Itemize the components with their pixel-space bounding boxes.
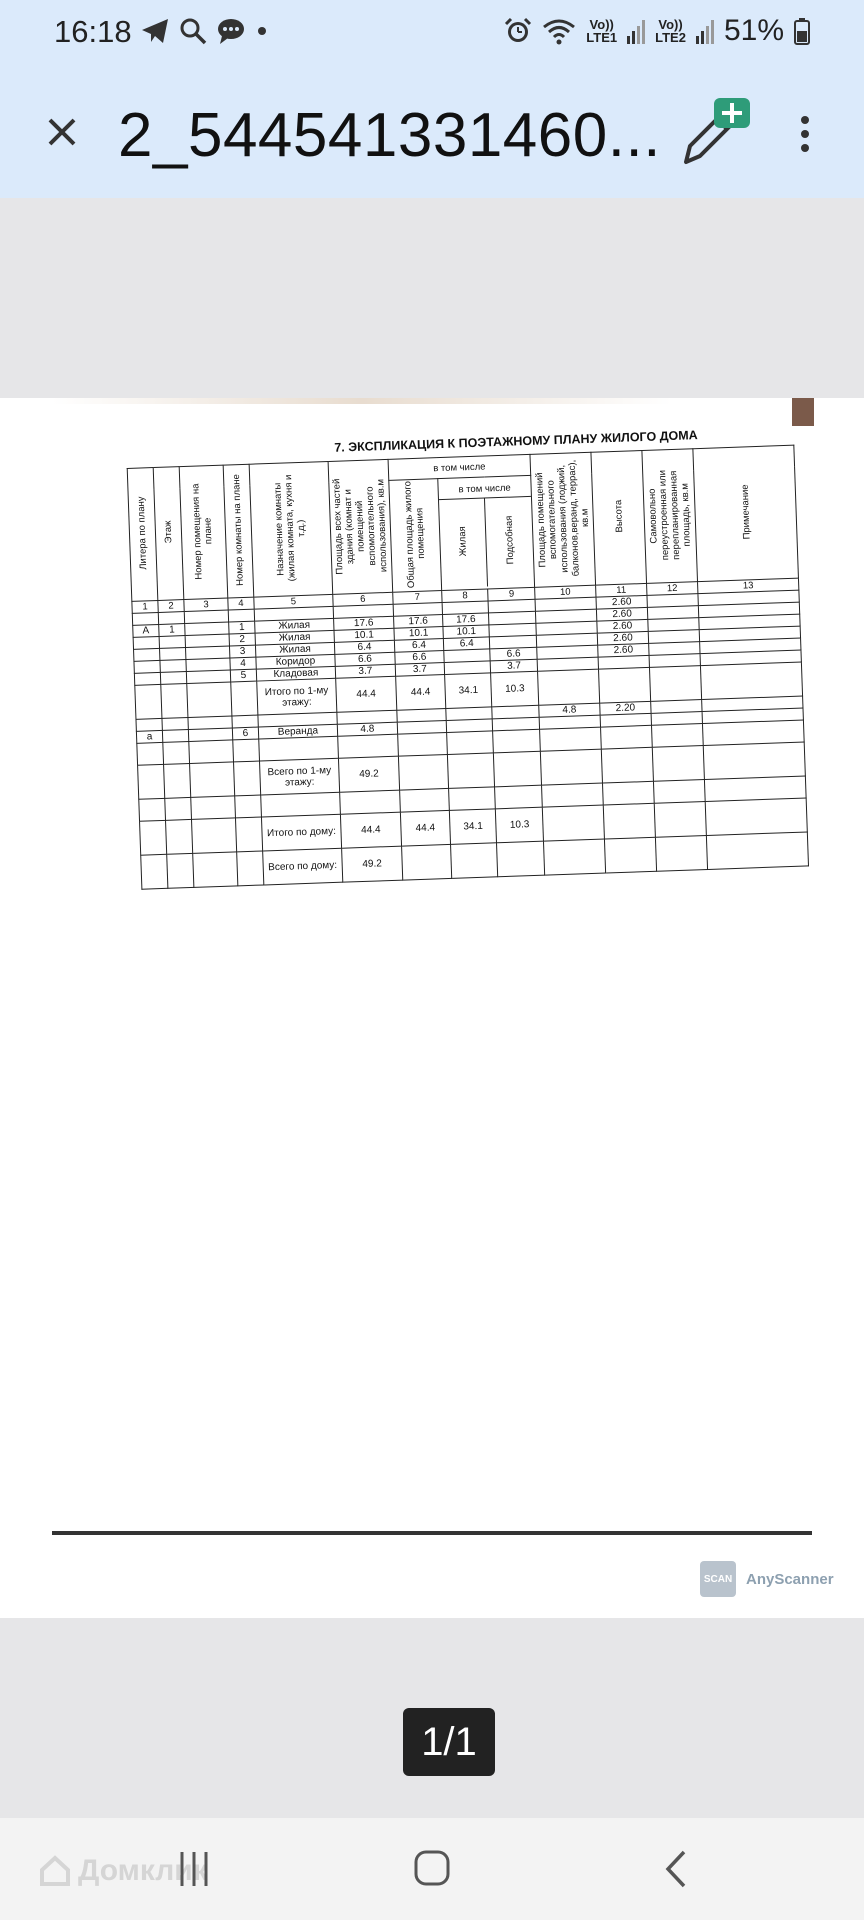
more-menu-button[interactable] [788,106,822,162]
dot-icon [254,23,270,39]
header-cell: Площадь помещений вспомогательного использования (лоджий, балконов,веранд, террас), кв.м [530,452,596,587]
subtotal-floor-row: Итого по 1-му этажу: 44.4 44.4 34.1 10.3 [135,662,803,719]
close-button[interactable] [34,104,90,160]
recent-apps-button[interactable] [174,1846,214,1892]
status-left-icons [140,16,270,46]
back-button[interactable] [656,1846,696,1892]
status-right-icons [504,14,810,48]
table-row: 2 Жилая 10.1 10.1 10.1 2.60 [133,614,800,649]
sheet-title: 7. ЭКСПЛИКАЦИЯ К ПОЭТАЖНОМУ ПЛАНУ ЖИЛОГО ДОМА [334,428,698,455]
status-bar [0,0,864,66]
header-cell: Этаж [153,467,184,601]
header-cell: Назначение комнаты (жилая комната, кухня и т.д.) [249,461,333,597]
header-cell: Самовольно переустроенная или перепланированная площадь, кв.м [642,449,698,584]
edit-button[interactable] [676,84,752,180]
table-row: 5 Кладовая 3.7 3.7 3.7 [134,650,801,685]
anyscanner-logo: SCAN [700,1561,736,1597]
document-page [0,398,864,1618]
total-floor-row: Всего по 1-му этажу: 49.2 [138,742,806,799]
explication-sheet [126,424,831,890]
header-cell: Общая площадь жилого помещения [389,479,442,593]
wifi-icon [542,17,576,45]
header-cell: в том числе Жилая Подсобная [438,475,535,590]
brand-watermark: Домклик [38,1854,208,1888]
alarm-icon [504,17,532,45]
column-number-row: 1 2 3 4 5 6 7 8 9 10 11 12 13 [132,578,799,613]
home-icon [412,1848,452,1888]
header-cell: Номер помещения на плане [179,465,228,599]
header-cell: Номер комнаты на плане [223,464,254,598]
veranda-row: а 6 Веранда 4.8 [136,708,803,743]
signal-icon [696,18,714,44]
battery-icon [794,17,810,45]
home-button[interactable] [412,1848,452,1888]
header-cell: Площадь всех частей здания (комнат и помещений вспомогательного использования), кв.м [328,459,393,594]
subtotal-house-row: Итого по дому: 44.4 44.4 34.1 10.3 [140,798,808,855]
lte2-indicator: Vo)) LTE2 [655,17,686,45]
chat-bubble-icon [216,17,246,45]
header-cell: Высота [591,450,647,585]
scanned-sheet [52,398,812,1535]
header-cell: Примечание [693,445,799,581]
explication-table [127,445,809,890]
navigation-bar [0,1818,864,1920]
recent-apps-icon [174,1846,214,1892]
table-row: 4 Коридор 6.6 6.6 6.6 2.60 [134,638,801,673]
page-indicator: 1/1 [403,1708,495,1776]
total-house-row: Всего по дому: 49.2 [141,832,809,889]
battery-percent: 51% [723,14,784,47]
anyscanner-watermark [700,1561,834,1597]
app-bar [0,66,864,198]
header-cell: Литера по плану [127,468,158,602]
anyscanner-name: AnyScanner [746,1570,834,1588]
search-icon [178,16,208,46]
edit-pencil-icon [676,84,752,180]
table-row: 2.60 [132,590,799,625]
table-row: 4.8 2.20 [136,696,803,731]
table-row: А 1 1 Жилая 17.6 17.6 17.6 2.60 [133,602,800,637]
document-title: 2_544541331460... [118,101,661,170]
lte1-indicator: Vo)) LTE1 [586,17,618,45]
header-cell: в том числе [388,454,531,480]
back-chevron-icon [656,1846,696,1892]
close-icon [34,104,90,160]
more-vert-icon [788,106,822,162]
table-row: 3 Жилая 6.4 6.4 6.4 2.60 [134,626,801,661]
signal-icon [627,18,645,44]
status-time: 16:18 [54,14,132,49]
house-logo-icon [38,1854,72,1888]
telegram-icon [140,17,170,45]
scan-corner [792,398,814,426]
